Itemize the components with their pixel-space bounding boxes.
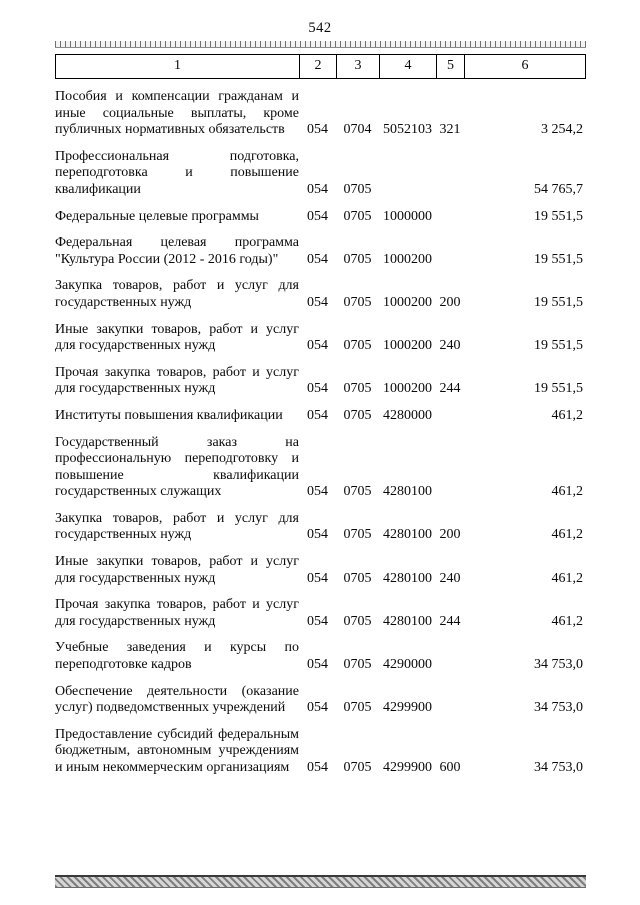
row-code-col4: 1000200 — [383, 338, 432, 354]
row-code-col4: 4290000 — [383, 657, 432, 673]
row-code-col5: 200 — [439, 527, 461, 543]
row-code-col4: 4280100 — [383, 570, 432, 586]
row-code-col2: 054 — [307, 700, 328, 716]
row-item-name: Профессиональная подготовка, переподготовка и повышение квалификации — [55, 148, 299, 197]
row-code-col3: 0704 — [343, 122, 372, 138]
row-item-name: Прочая закупка товаров, работ и услуг для государственных нужд — [55, 597, 299, 629]
row-code-col2: 054 — [307, 381, 328, 397]
row-amount: 461,2 — [551, 527, 583, 543]
row-amount: 3 254,2 — [541, 122, 583, 138]
row-code-col3: 0705 — [343, 527, 372, 543]
row-code-col2: 054 — [307, 760, 328, 775]
row-amount: 461,2 — [551, 407, 583, 423]
row-code-col4: 1000200 — [383, 251, 432, 267]
table-row — [55, 235, 586, 268]
header-col-6: 6 — [521, 58, 529, 73]
row-item-name: Закупка товаров, работ и услуг для государственных нужд — [55, 510, 299, 543]
table-row — [55, 149, 586, 199]
table-continuation-strip-bottom — [55, 875, 586, 888]
row-amount: 19 551,5 — [534, 251, 583, 267]
row-code-col2: 054 — [307, 181, 328, 197]
row-code-col2: 054 — [307, 338, 328, 354]
row-code-col2: 054 — [307, 208, 328, 224]
header-col-5: 5 — [437, 55, 465, 78]
row-item-name: Прочая закупка товаров, работ и услуг для государственных нужд — [55, 364, 299, 397]
row-amount: 19 551,5 — [534, 338, 583, 354]
row-code-col3: 0705 — [343, 700, 372, 716]
row-code-col4: 4299900 — [383, 700, 432, 716]
row-code-col3: 0705 — [343, 484, 372, 500]
row-code-col2: 054 — [307, 613, 328, 629]
table-row — [55, 365, 586, 398]
table-row — [55, 511, 586, 544]
row-item-name: Институты повышения квалификации — [55, 407, 283, 423]
row-code-col2: 054 — [307, 294, 328, 310]
table-row — [55, 209, 586, 226]
row-code-col5: 240 — [439, 570, 461, 586]
row-amount: 461,2 — [551, 570, 583, 586]
row-amount: 461,2 — [551, 484, 583, 500]
row-code-col3: 0705 — [343, 294, 372, 310]
row-code-col2: 054 — [307, 570, 328, 586]
row-code-col4: 4280100 — [383, 613, 432, 629]
table-row — [55, 435, 586, 501]
table-row — [55, 597, 586, 630]
table-row — [55, 278, 586, 311]
row-amount: 34 753,0 — [534, 657, 583, 673]
row-code-col2: 054 — [307, 407, 328, 423]
row-item-name: Федеральная целевая программа "Культура России (2012 - 2016 годы)" — [55, 235, 299, 267]
row-amount: 19 551,5 — [534, 208, 583, 224]
row-code-col2: 054 — [307, 657, 328, 673]
row-code-col5: 600 — [439, 760, 461, 775]
table-row — [55, 640, 586, 673]
row-amount: 461,2 — [551, 613, 583, 629]
row-code-col3: 0705 — [343, 208, 372, 224]
row-item-name: Федеральные целевые программы — [55, 208, 259, 224]
budget-table — [55, 41, 586, 777]
row-item-name: Учебные заведения и курсы по переподготовке кадров — [55, 640, 299, 673]
table-row — [55, 554, 586, 587]
row-code-col4: 5052103 — [383, 122, 432, 138]
row-code-col5: 200 — [439, 294, 461, 310]
table-continuation-strip-top — [55, 41, 586, 48]
header-col-2: 2 — [300, 55, 337, 78]
row-code-col4: 1000200 — [383, 381, 432, 397]
header-col-3: 3 — [337, 55, 380, 78]
row-code-col3: 0705 — [343, 251, 372, 267]
header-col-1: 1 — [56, 55, 300, 78]
table-header-row — [55, 54, 586, 79]
table-row — [55, 89, 586, 139]
row-code-col5: 321 — [439, 122, 461, 138]
row-item-name: Закупка товаров, работ и услуг для государственных нужд — [55, 278, 299, 310]
row-code-col4: 1000200 — [383, 294, 432, 310]
row-code-col3: 0705 — [343, 570, 372, 586]
row-amount: 19 551,5 — [534, 381, 583, 397]
row-code-col5: 244 — [439, 381, 461, 397]
row-item-name: Обеспечение деятельности (оказание услуг) подведомственных учреждений — [55, 683, 299, 716]
table-row — [55, 727, 586, 777]
row-item-name: Иные закупки товаров, работ и услуг для государственных нужд — [55, 321, 299, 354]
row-code-col2: 054 — [307, 527, 328, 543]
row-amount: 54 765,7 — [534, 181, 583, 197]
row-code-col2: 054 — [307, 251, 328, 267]
row-code-col3: 0705 — [343, 381, 372, 397]
row-code-col3: 0705 — [343, 657, 372, 673]
row-code-col4: 4299900 — [383, 760, 432, 775]
header-col-4: 4 — [380, 55, 437, 78]
row-code-col2: 054 — [307, 122, 328, 138]
row-code-col3: 0705 — [343, 407, 372, 423]
row-code-col5: 244 — [439, 613, 461, 629]
row-code-col4: 1000000 — [383, 208, 432, 224]
table-row — [55, 408, 586, 425]
row-code-col3: 0705 — [343, 338, 372, 354]
row-amount: 19 551,5 — [534, 294, 583, 310]
table-row — [55, 322, 586, 355]
row-amount: 34 753,0 — [534, 700, 583, 716]
row-item-name: Иные закупки товаров, работ и услуг для государственных нужд — [55, 554, 299, 586]
row-item-name: Государственный заказ на профессиональную переподготовку и повышение квалификации государственных служащих — [55, 434, 299, 500]
row-code-col3: 0705 — [343, 181, 372, 197]
row-code-col4: 4280100 — [383, 527, 432, 543]
row-code-col4: 4280100 — [383, 484, 432, 500]
row-code-col3: 0705 — [343, 760, 372, 775]
table-row — [55, 684, 586, 717]
row-code-col4: 4280000 — [383, 407, 432, 423]
page-number: 542 — [308, 20, 332, 36]
row-amount: 34 753,0 — [534, 760, 583, 775]
row-code-col5: 240 — [439, 338, 461, 354]
table-body — [55, 89, 586, 777]
row-code-col3: 0705 — [343, 613, 372, 629]
row-item-name: Предоставление субсидий федеральным бюджетным, автономным учреждениям и иным некоммерческим организациям — [55, 726, 299, 775]
row-code-col2: 054 — [307, 484, 328, 500]
row-item-name: Пособия и компенсации гражданам и иные социальные выплаты, кроме публичных нормативных обязательств — [55, 89, 299, 138]
